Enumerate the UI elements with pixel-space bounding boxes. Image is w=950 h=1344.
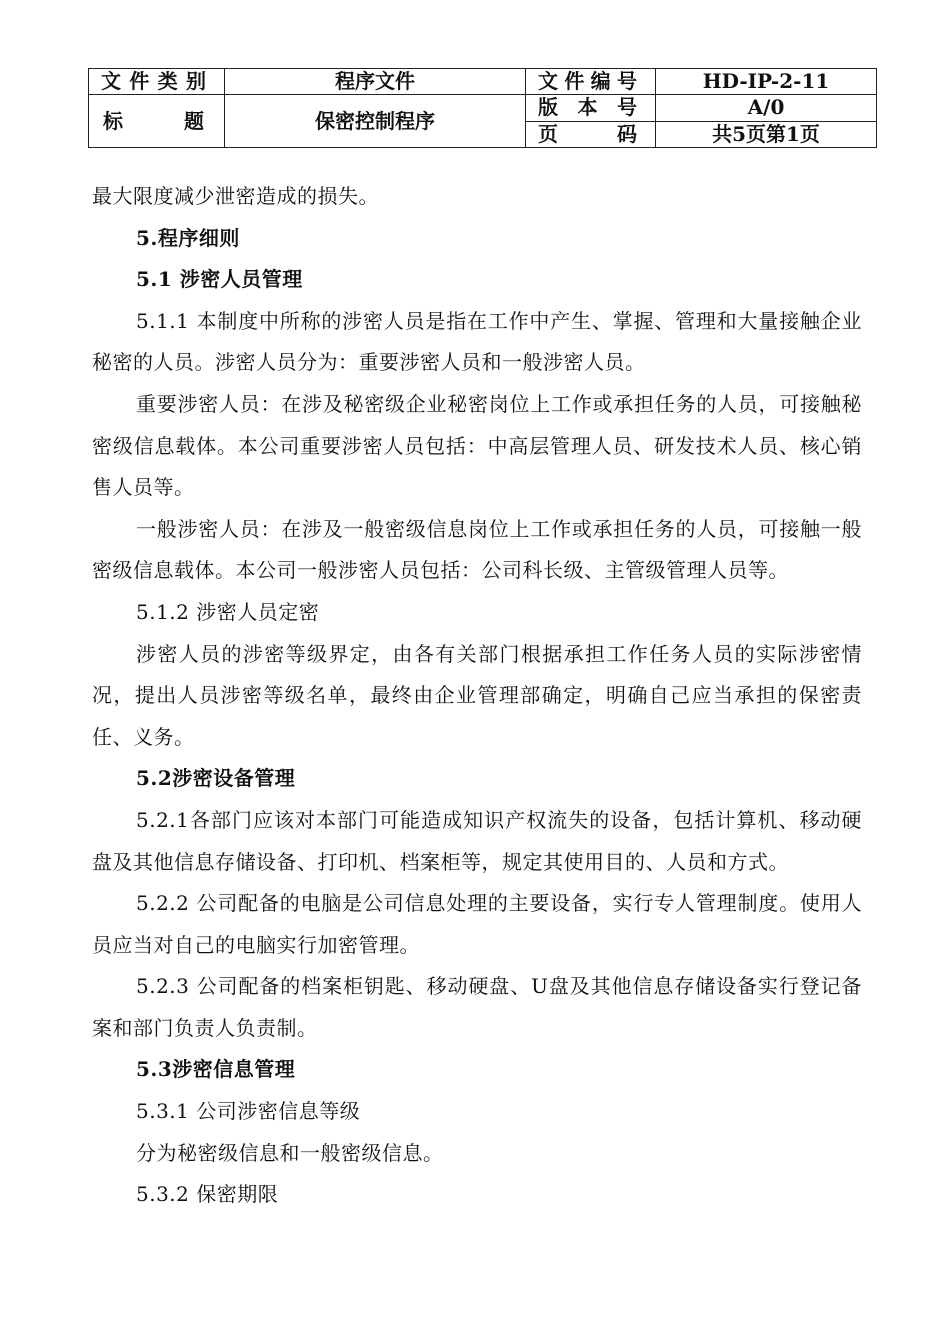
paragraph-continuation: 最大限度减少泄密造成的损失。 <box>92 184 379 208</box>
paragraph-5-2-3: 5.2.3 公司配备的档案柜钥匙、移动硬盘、U盘及其他信息存储设备实行登记备案和部门负责人负责制。 <box>92 974 862 1040</box>
section-heading-5-1: 5.1 涉密人员管理 <box>136 267 303 292</box>
category-value: 程序文件 <box>225 69 526 95</box>
doc-number-label: 文件编号 <box>526 69 656 95</box>
section-heading-5-3: 5.3涉密信息管理 <box>136 1057 296 1082</box>
section-heading-5: 5.程序细则 <box>136 225 240 250</box>
subsection-heading-5-3-2: 5.3.2 保密期限 <box>136 1182 279 1207</box>
paragraph-important-personnel: 重要涉密人员：在涉及秘密级企业秘密岗位上工作或承担任务的人员，可接触秘密级信息载体。本公司重要涉密人员包括：中高层管理人员、研发技术人员、核心销售人员等。 <box>92 391 862 500</box>
paragraph-general-personnel: 一般涉密人员：在涉及一般密级信息岗位上工作或承担任务的人员，可接触一般密级信息载体。本公司一般涉密人员包括：公司科长级、主管级管理人员等。 <box>92 516 862 583</box>
doc-number-value: HD-IP-2-11 <box>656 69 877 95</box>
document-body <box>92 176 862 1216</box>
paragraph-5-1-2: 涉密人员的涉密等级界定，由各有关部门根据承担工作任务人员的实际涉密情况，提出人员涉密等级名单，最终由企业管理部确定，明确自己应当承担的保密责任、义务。 <box>92 641 862 749</box>
category-label: 文件类别 <box>89 69 225 95</box>
subsection-heading-5-3-1: 5.3.1 公司涉密信息等级 <box>136 1099 361 1124</box>
document-header-table <box>88 68 877 148</box>
title-value: 保密控制程序 <box>225 95 526 148</box>
page-value: 共5页第1页 <box>656 121 877 148</box>
title-label: 标题 <box>89 95 225 148</box>
header-row-title <box>89 95 877 122</box>
section-heading-5-2: 5.2涉密设备管理 <box>136 766 296 791</box>
paragraph-5-1-1: 5.1.1 本制度中所称的涉密人员是指在工作中产生、掌握、管理和大量接触企业秘密的人员。涉密人员分为：重要涉密人员和一般涉密人员。 <box>92 308 862 375</box>
subsection-heading-5-1-2: 5.1.2 涉密人员定密 <box>136 599 320 624</box>
header-row-category <box>89 69 877 95</box>
page-label: 页码 <box>526 121 656 148</box>
paragraph-5-2-1: 5.2.1各部门应该对本部门可能造成知识产权流失的设备，包括计算机、移动硬盘及其他信息存储设备、打印机、档案柜等，规定其使用目的、人员和方式。 <box>92 807 862 874</box>
version-value: A/0 <box>656 95 877 122</box>
paragraph-5-3-1: 分为秘密级信息和一般密级信息。 <box>136 1140 444 1165</box>
version-label: 版本号 <box>526 95 656 122</box>
paragraph-5-2-2: 5.2.2 公司配备的电脑是公司信息处理的主要设备，实行专人管理制度。使用人员应当对自己的电脑实行加密管理。 <box>92 891 862 957</box>
